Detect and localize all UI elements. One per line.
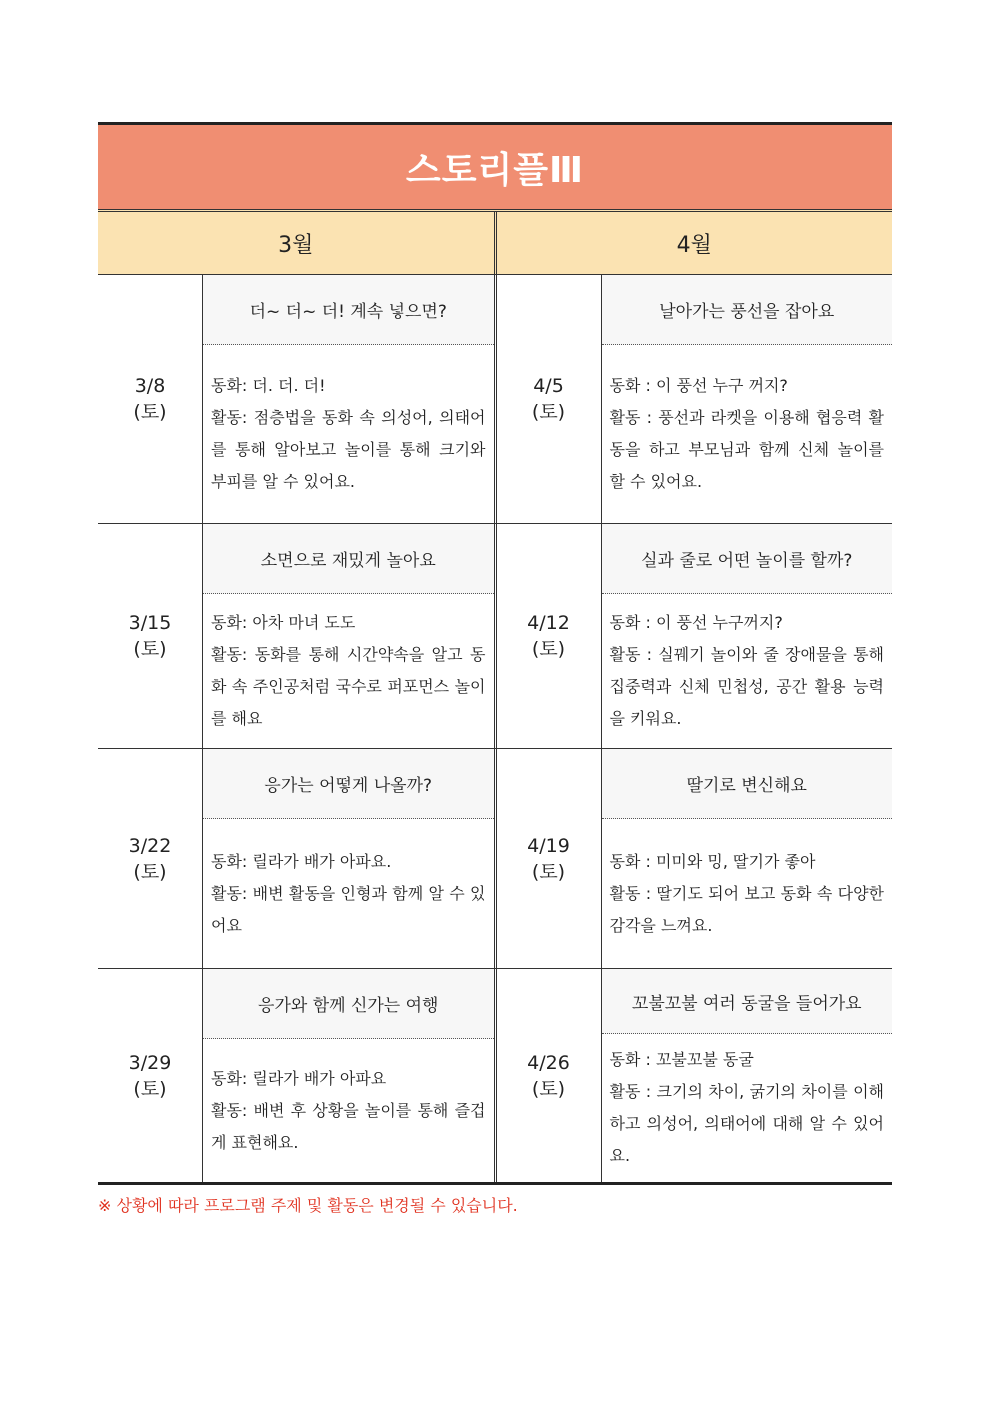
april-session xyxy=(497,749,893,968)
day-label: (토) xyxy=(531,1077,566,1100)
session-content xyxy=(203,749,494,968)
activity-text: 활동 : 풍선과 라켓을 이용해 협응력 활동을 하고 부모님과 함께 신체 놀이를 할 수 있어요. xyxy=(609,408,884,491)
week-row xyxy=(98,969,892,1185)
story-text: 동화 : 미미와 밍, 딸기가 좋아 xyxy=(609,851,816,871)
day-label: (토) xyxy=(133,638,167,660)
session-topic: 꼬불꼬불 여러 동굴을 들어가요 xyxy=(602,969,893,1034)
day-label: (토) xyxy=(133,860,167,883)
date-label: 4/19 xyxy=(527,834,570,857)
story-text: 동화: 릴라가 배가 아파요. xyxy=(211,851,392,871)
schedule-document xyxy=(98,122,892,1185)
session-topic: 더~ 더~ 더! 계속 넣으면? xyxy=(203,275,494,345)
day-label: (토) xyxy=(531,860,566,883)
session-detail xyxy=(602,819,893,968)
session-detail xyxy=(602,345,893,523)
march-session xyxy=(98,969,497,1182)
week-row xyxy=(98,524,892,749)
march-session xyxy=(98,749,497,968)
session-detail xyxy=(203,819,494,968)
page-title: 스토리플Ⅲ xyxy=(405,149,585,191)
footnote: ※ 상황에 따라 프로그램 주제 및 활동은 변경될 수 있습니다. xyxy=(98,1196,518,1215)
date-label: 3/8 xyxy=(134,375,166,397)
story-text: 동화 : 이 풍선 누구 꺼지? xyxy=(609,376,788,395)
session-content xyxy=(602,749,893,968)
story-text: 동화 : 이 풍선 누구꺼지? xyxy=(609,613,783,632)
session-date xyxy=(98,969,203,1182)
session-detail xyxy=(203,1039,494,1182)
session-detail xyxy=(203,345,494,523)
session-date xyxy=(98,749,203,968)
week-row xyxy=(98,275,892,524)
activity-text: 활동 : 딸기도 되어 보고 동화 속 다양한 감각을 느껴요. xyxy=(609,883,884,935)
session-date xyxy=(497,524,602,748)
session-content xyxy=(203,275,494,523)
session-date xyxy=(98,275,203,523)
session-topic: 실과 줄로 어떤 놀이를 할까? xyxy=(602,524,893,594)
title-banner xyxy=(98,122,892,209)
session-date xyxy=(98,524,203,748)
activity-text: 활동: 배변 활동을 인형과 함께 알 수 있어요 xyxy=(211,883,486,935)
activity-text: 활동 : 실꿰기 놀이와 줄 장애물을 통해 집중력과 신체 민첩성, 공간 활용 능력을 키워요. xyxy=(609,645,884,728)
session-date xyxy=(497,275,602,523)
session-date xyxy=(497,749,602,968)
session-content xyxy=(203,969,494,1182)
session-topic: 날아가는 풍선을 잡아요 xyxy=(602,275,893,345)
story-text: 동화 : 꼬불꼬불 동굴 xyxy=(609,1050,754,1069)
date-label: 3/15 xyxy=(128,612,172,634)
session-detail xyxy=(602,594,893,748)
session-content xyxy=(602,275,893,523)
date-label: 3/29 xyxy=(128,1051,172,1074)
session-topic: 응가와 함께 신가는 여행 xyxy=(203,969,494,1039)
activity-text: 활동 : 크기의 차이, 굵기의 차이를 이해하고 의성어, 의태어에 대해 알 수 있어요. xyxy=(609,1082,884,1165)
session-topic: 응가는 어떻게 나올까? xyxy=(203,749,494,819)
day-label: (토) xyxy=(531,401,566,423)
session-content xyxy=(602,969,893,1182)
week-row xyxy=(98,749,892,969)
story-text: 동화: 아차 마녀 도도 xyxy=(211,613,356,632)
activity-text: 활동: 배변 후 상황을 놀이를 통해 즐겁게 표현해요. xyxy=(211,1100,486,1152)
date-label: 4/12 xyxy=(527,612,570,634)
month-header-march: 3월 xyxy=(98,212,497,274)
session-content xyxy=(203,524,494,748)
session-detail xyxy=(203,594,494,748)
story-text: 동화: 더. 더. 더! xyxy=(211,376,326,395)
date-label: 4/26 xyxy=(527,1051,570,1074)
session-topic: 소면으로 재밌게 놀아요 xyxy=(203,524,494,594)
session-detail xyxy=(602,1034,893,1182)
session-date xyxy=(497,969,602,1182)
april-session xyxy=(497,275,893,523)
session-topic: 딸기로 변신해요 xyxy=(602,749,893,819)
session-content xyxy=(602,524,893,748)
day-label: (토) xyxy=(133,1077,167,1100)
march-session xyxy=(98,524,497,748)
activity-text: 활동: 점층법을 동화 속 의성어, 의태어를 통해 알아보고 놀이를 통해 크기와 부피를 알 수 있어요. xyxy=(211,408,486,491)
activity-text: 활동: 동화를 통해 시간약속을 알고 동화 속 주인공처럼 국수로 퍼포먼스 놀이를 해요 xyxy=(211,645,486,728)
date-label: 4/5 xyxy=(533,375,564,397)
story-text: 동화: 릴라가 배가 아파요 xyxy=(211,1068,387,1088)
april-session xyxy=(497,969,893,1182)
date-label: 3/22 xyxy=(128,834,172,857)
day-label: (토) xyxy=(531,638,566,660)
day-label: (토) xyxy=(133,401,167,423)
month-header-april: 4월 xyxy=(676,232,712,258)
march-session xyxy=(98,275,497,523)
month-header-row xyxy=(98,209,892,275)
april-session xyxy=(497,524,893,748)
